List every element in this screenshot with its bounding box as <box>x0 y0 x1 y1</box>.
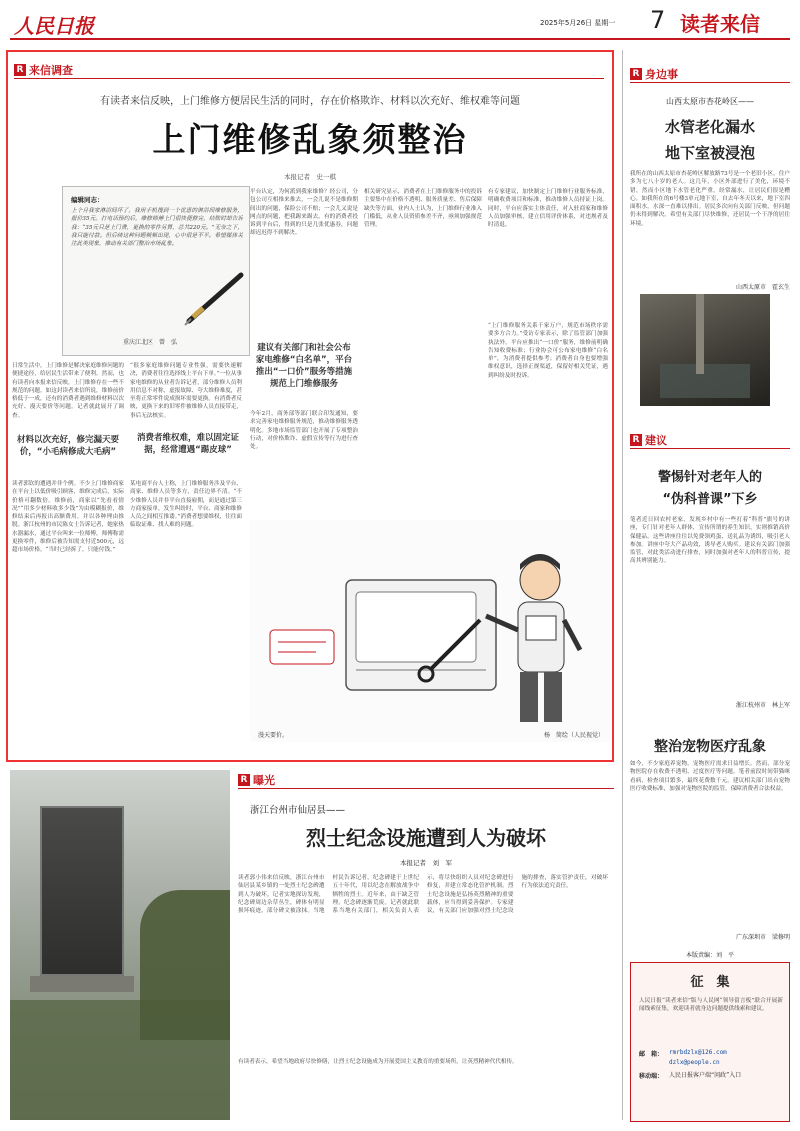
column-divider <box>622 50 623 1120</box>
sidebar3-title: 整治宠物医疗乱象 <box>654 739 766 755</box>
r-icon: R <box>14 64 26 76</box>
r-icon: R <box>238 774 250 786</box>
bottom-body-2: 有读者表示，希望当地政府尽快修缮，让烈士纪念设施成为开展爱国主义教育的重要场所，让英烈精神代代相传。 <box>238 1059 518 1065</box>
bottom-rule <box>238 788 614 789</box>
bottom-headline: 烈士纪念设施遭到人为破坏 <box>306 826 546 850</box>
fountain-pen-icon <box>183 269 247 327</box>
sidebar2-rule <box>630 448 790 449</box>
bottom-byline: 本报记者 刘 军 <box>400 859 452 867</box>
bottom-location: 浙江台州市仙居县—— <box>250 805 346 816</box>
newspaper-logo: 人民日报 <box>14 14 94 38</box>
bottom-body: 读者郭小伟来信反映，浙江台州市仙居县某乡镇的一处烈士纪念碑遭到人为破坏。记者实地探访发现，纪念碑周边杂草丛生，碑体有明显损坏痕迹，部分碑文被涂抹。当地村民告诉记者，纪念碑建于上世纪五十年代，用以纪念在解放战争中牺牲的烈士。近年来，由于缺乏管理，纪念碑逐渐荒废。记者就此联系当地有关部门，相关负责人表示，将尽快组织人员对纪念碑进行修复，并建立常态化管护机制。烈士纪念设施是弘扬英烈精神的重要载体，应当得到妥善保护。专家建议，有关部门应加强对烈士纪念设施的排查，落实管护责任，对破坏行为依法追究责任。 <box>238 875 608 915</box>
solicit-mobile-label: 移动端： <box>639 1073 664 1080</box>
illustration-caption: 漫天要价。 <box>258 732 289 739</box>
main-col1-text-a: 日常生活中，上门维修是解决家庭维修问题的便捷途径，给居民生活带来了便利。然而，也有读者向本报来信反映，上门维修存在一些不规范的问题。如这封读者来信所说，维修前价格低于一成，还有的消费者遇到维修材料以次充好、漫天要价等问题。记者就此展开了调查。 <box>12 363 124 419</box>
subhead-2: 消费者维权难，难以固定证据，经常遭遇“踢皮球” <box>136 433 239 455</box>
memorial-photo <box>10 770 230 1120</box>
subhead-1: 材料以次充好，修完漏天要价，“小毛病修成大毛病” <box>16 435 119 457</box>
bottom-tag: R 曝光 <box>238 772 275 788</box>
section-name: 读者来信 <box>680 12 760 36</box>
main-col3-text-a: 平台认定，为何派到我家维修？经公司，分包公司互相推来推去，一会儿说不是维修期间出的问题，保险公司不赔；一会儿又说是网点的问题，把我踢来踢去。有的消费者投诉到平台后，得到的只是几张优惠券，问题却迟迟得不到解决。 <box>250 189 358 237</box>
main-col5-text-a: 有专家建议，加快制定上门维修行业服务标准，明确收费项目和标准，推动维修人员持证上岗。同时，平台应落实主体责任，对入驻商家和维修人员加强审核，建立信用评价体系，对违规者及时清退。 <box>488 189 608 229</box>
sidebar1-title-line2: 地下室被浸泡 <box>664 144 755 162</box>
issue-date: 2025年5月26日 星期一 <box>540 19 616 27</box>
editor-note <box>62 186 250 356</box>
editor-note-sign: 重庆江北区 曾 弘 <box>123 339 178 346</box>
main-section-tag: R 来信调查 <box>14 62 73 78</box>
page-number: 7 <box>650 6 666 34</box>
sidebar2-tag: R 建议 <box>630 432 667 448</box>
sidebar2-body: 笔者近日回农村老家，发现乡村中有一些打着“科普”旗号的讲座，专门针对老年人群体，宣传所谓的养生知识，实则推销高价保健品。这些讲座往往以免费领鸡蛋、送礼品为诱饵，吸引老人参加。讲座中夸大产品功效，诱导老人购买。建议有关部门加强监管，对此类活动进行排查，同时加强对老年人的科普宣传，提高其辨别能力。 <box>630 517 790 565</box>
solicit-box <box>630 962 790 1122</box>
main-col5-text-b: “上门维修服务关系千家万户，规范市场秩序需要多方合力。”受访专家表示，除了监管部门加强执法外，平台应推出“一口价”服务，维修前明确告知收费标准；行业协会可公布家电维修“白名单”，为消费者提供参考；消费者自身也要增强维权意识，选择正规渠道，保留好相关凭证，遇到纠纷及时投诉。 <box>488 323 608 379</box>
repair-illustration <box>250 520 610 742</box>
sidebar1-tag: R 身边事 <box>630 66 678 82</box>
r-icon: R <box>630 434 642 446</box>
sidebar1-rule <box>630 82 790 83</box>
solicit-title: 征 集 <box>690 975 730 990</box>
page-editor: 本版责编：刘 平 <box>685 952 734 959</box>
sidebar1-title-line1: 水管老化漏水 <box>664 118 755 136</box>
sidebar2-title-line1: 警惕针对老年人的 <box>657 470 762 485</box>
main-col2-text-b: 某电商平台人士称，上门维修服务涉及平台、商家、维修人员等多方，责任边界不清。“不少维修人员并非平台直接雇佣，而是通过第三方商家接单，发生纠纷时，平台、商家和维修人员之间相互推诿。”消费者想要维权，往往面临取证难、找人难的问题。 <box>130 481 242 529</box>
main-byline: 本报记者 史一棋 <box>284 173 336 181</box>
solicit-mobile: 人民日报客户端“问政”入口 <box>669 1072 742 1079</box>
sidebar2-title-line2: “伪科普课”下乡 <box>662 492 758 507</box>
solicit-email2-link[interactable]: dzlx@people.cn <box>669 1059 720 1066</box>
r-icon: R <box>630 68 642 80</box>
main-headline: 上门维修乱象须整治 <box>152 120 468 159</box>
solicit-email-link[interactable]: rmrbdzlx@126.com <box>669 1049 727 1056</box>
main-col1-text-b: 读者郭钦的遭遇并非个例。不少上门维修商家在平台上以低价吸引顾客，维修完成后，实际价格可翻数倍。维修前，商家以“先看看情况”“用多少材料收多少钱”为由模糊报价，维修结束后再报出高额费用，并以各种理由推脱。浙江杭州的市民陈女士告诉记者，她家热水器漏水，通过平台叫来一位师傅，师傅称需更换零件，维修后被告知需支付近500元，远超市场价格。“当时已经拆了，只能付钱。” <box>12 481 124 554</box>
sidebar3-body: 如今，不少家庭养宠物，宠物医疗需求日益增长。然而，部分宠物医院存在收费不透明、过度医疗等问题。笔者前段时间带猫咪看病，检查项目繁多，最终花费数千元。建议相关部门出台宠物医疗收费标准，加强对宠物医院的监管，保障消费者合法权益。 <box>630 761 790 792</box>
illustration-credit: 杨 简绘（人民视觉） <box>543 732 604 739</box>
main-col4-text: 相关研究显示，消费者在上门维修服务中的投诉主要集中在价格不透明、服务质量差、售后保障缺失等方面。业内人士认为，上门维修行业准入门槛低，从业人员资质参差不齐，亟须加强规范管理。 <box>364 189 482 229</box>
editor-note-body: 上个月我家淋浴间坏了，我用手机搜到一个优惠的淋浴间维修服务，报价35元。打电话预约后，维修师傅上门很快便修完，结账时却告诉我：“35元只是上门费，更换的零件另算，总共220元。”无奈之下，我只能付款。但后续这种问题频频出现，心中很是不平。希望媒体关注此类现象，推动有关部门整治市场乱象。 <box>71 208 243 248</box>
solicit-email-label: 邮 箱： <box>639 1051 664 1058</box>
subhead-3: 建议有关部门和社会公布家电维修“白名单”，平台推出“一口价”服务等措施规范上门维修服务 <box>255 343 353 389</box>
sidebar1-photo-caption: 山西太原市 霍玄生 <box>735 284 790 291</box>
solicit-body: 人民日报“读者来信”版与人民网“领导留言板”联合开展新闻线索征集，欢迎读者就身边问题提供线索和建议。 <box>639 998 783 1013</box>
basement-flood-photo <box>640 294 770 406</box>
masthead-rule <box>10 38 790 40</box>
editor-note-title: 编辑同志： <box>71 196 104 204</box>
main-deck: 有读者来信反映，上门维修方便居民生活的同时，存在价格欺诈、材料以次充好、维权难等问题 <box>100 96 520 107</box>
sidebar1-body: 我所在的山西太原市杏花岭区解放路73号是一个老旧小区，住户多为七八十岁的老人。这几年，小区外部进行了美化，环境不错，然而小区地下水管老化严重，经常漏水，让居民们很是糟心。如我所在的6号楼3单元地下室，自去年冬天以来，地下室四面积水，水深一直难以排出。居民多次向有关部门反映，但问题仍未得到解决。希望有关部门尽快维修，还居民一个干净的居住环境。 <box>630 171 790 227</box>
sidebar1-location: 山西太原市杏花岭区—— <box>666 97 754 106</box>
main-tag-rule <box>14 78 604 79</box>
main-col2-text-a: “很多家庭维修问题专业性强，需要快速解决，消费者往往选择线上平台下单。”一位从事家电维修的从业者告诉记者，部分维修人员利用信息不对称，虚报故障、夸大维修难度，甚至将正常零件说成损坏需要更换。有消费者反映，更换下来的旧零件被维修人员直接带走，事后无法核实。 <box>130 363 242 419</box>
main-col3-text-b: 今年2月，商务部等部门联合印发通知，要求完善家电维修服务规范，推动维修服务透明化。多地市场监管部门也开展了专项整治行动，对价格欺诈、虚假宣传等行为进行查处。 <box>250 411 358 451</box>
illustration <box>250 520 610 742</box>
sidebar3-sign: 广东深圳市 梁修明 <box>735 934 790 941</box>
sidebar2-sign: 浙江杭州市 林上军 <box>735 702 790 709</box>
